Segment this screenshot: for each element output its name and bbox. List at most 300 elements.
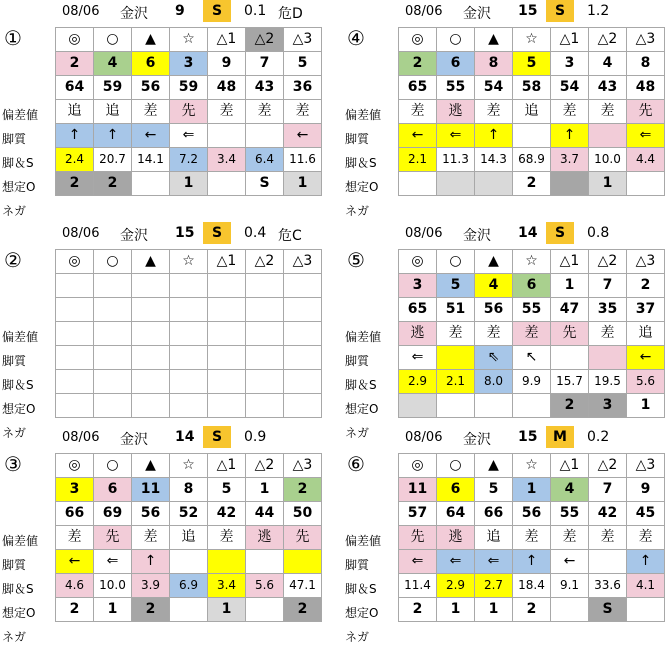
running-style-cell: 差 xyxy=(551,526,589,550)
grid-row xyxy=(399,598,665,622)
arrow-cell xyxy=(284,550,322,574)
race-grade-badge: M xyxy=(546,426,574,448)
nega-cell xyxy=(208,172,246,196)
odds-cell: 15.7 xyxy=(551,370,589,394)
row-label: ネガ xyxy=(345,204,370,218)
mark-cell: ▲ xyxy=(132,250,170,274)
mark-cell: △2 xyxy=(246,28,284,52)
arrow-cell: ← xyxy=(551,550,589,574)
deviation-cell: 55 xyxy=(513,298,551,322)
mark-cell: △3 xyxy=(627,454,665,478)
arrow-cell xyxy=(284,346,322,370)
running-style-cell: 差 xyxy=(132,100,170,124)
prediction-grid xyxy=(398,27,665,196)
arrow-cell xyxy=(208,346,246,370)
arrow-cell: ← xyxy=(132,124,170,148)
race-value: 0.2 xyxy=(587,429,610,445)
arrow-cell: ↖ xyxy=(513,346,551,370)
odds-cell: 8.0 xyxy=(475,370,513,394)
arrow-cell: ⇐ xyxy=(170,124,208,148)
mark-cell: △1 xyxy=(551,454,589,478)
mark-cell: △1 xyxy=(208,454,246,478)
odds-cell: 4.4 xyxy=(627,148,665,172)
odds-cell: 3.7 xyxy=(551,148,589,172)
race-venue: 金沢 xyxy=(463,228,491,244)
arrow-cell: ⇐ xyxy=(627,124,665,148)
arrow-cell: ← xyxy=(56,550,94,574)
arrow-cell: ← xyxy=(399,124,437,148)
horse-number-cell: 2 xyxy=(284,478,322,502)
row-label: ネガ xyxy=(345,630,370,644)
deviation-cell: 56 xyxy=(513,502,551,526)
nega-cell xyxy=(627,598,665,622)
odds-cell: 3.4 xyxy=(208,574,246,598)
mark-cell: △2 xyxy=(246,454,284,478)
arrow-cell: ← xyxy=(627,346,665,370)
nega-cell xyxy=(170,394,208,418)
grid-row xyxy=(399,502,665,526)
running-style-cell: 差 xyxy=(589,526,627,550)
grid-row xyxy=(399,148,665,172)
race-grade-badge: S xyxy=(203,0,231,22)
deviation-cell: 48 xyxy=(627,76,665,100)
nega-cell xyxy=(56,394,94,418)
row-label: ネガ xyxy=(2,630,27,644)
running-style-cell: 先 xyxy=(551,322,589,346)
nega-cell: 2 xyxy=(132,598,170,622)
mark-cell: △3 xyxy=(284,28,322,52)
running-style-cell: 差 xyxy=(627,526,665,550)
arrow-cell xyxy=(246,550,284,574)
horse-number-cell: 5 xyxy=(475,478,513,502)
grid-row xyxy=(399,298,665,322)
deviation-cell xyxy=(246,298,284,322)
deviation-cell: 44 xyxy=(246,502,284,526)
race-header xyxy=(343,222,643,244)
mark-cell: ○ xyxy=(437,28,475,52)
row-label: ネガ xyxy=(345,426,370,440)
arrow-cell: ⇐ xyxy=(437,550,475,574)
risk-level: 危D xyxy=(278,6,303,22)
nega-cell xyxy=(284,394,322,418)
mark-cell: ◎ xyxy=(399,28,437,52)
race-value: 1.2 xyxy=(587,3,610,19)
deviation-cell xyxy=(132,298,170,322)
running-style-cell: 追 xyxy=(475,526,513,550)
arrow-cell xyxy=(208,550,246,574)
horse-number-cell xyxy=(246,274,284,298)
odds-cell: 19.5 xyxy=(589,370,627,394)
running-style-cell: 差 xyxy=(208,526,246,550)
odds-cell: 2.7 xyxy=(475,574,513,598)
running-style-cell: 差 xyxy=(246,100,284,124)
deviation-cell: 52 xyxy=(170,502,208,526)
arrow-cell: ↑ xyxy=(513,550,551,574)
odds-cell: 11.6 xyxy=(284,148,322,172)
arrow-cell: ⇐ xyxy=(475,550,513,574)
mark-cell: △1 xyxy=(551,28,589,52)
horse-number-cell: 2 xyxy=(56,52,94,76)
odds-cell xyxy=(56,370,94,394)
deviation-cell: 51 xyxy=(437,298,475,322)
race-number: 15 xyxy=(518,3,538,19)
nega-cell: 1 xyxy=(94,598,132,622)
grid-row xyxy=(56,250,322,274)
arrow-cell xyxy=(170,346,208,370)
panel-number: ① xyxy=(4,26,22,50)
grid-row xyxy=(399,370,665,394)
nega-cell: 2 xyxy=(56,598,94,622)
row-label: ネガ xyxy=(2,426,27,440)
horse-number-cell: 5 xyxy=(437,274,475,298)
odds-cell xyxy=(246,370,284,394)
nega-cell xyxy=(627,172,665,196)
arrow-cell xyxy=(170,550,208,574)
running-style-cell: 差 xyxy=(437,322,475,346)
grid-row xyxy=(56,526,322,550)
horse-number-cell: 7 xyxy=(589,478,627,502)
deviation-cell: 54 xyxy=(475,76,513,100)
running-style-cell: 差 xyxy=(132,526,170,550)
arrow-cell: ⇖ xyxy=(475,346,513,370)
odds-cell: 6.9 xyxy=(170,574,208,598)
row-label: 脚質 xyxy=(2,354,27,368)
grid-row xyxy=(399,274,665,298)
running-style-cell xyxy=(132,322,170,346)
deviation-cell: 56 xyxy=(132,76,170,100)
race-date: 08/06 xyxy=(405,226,443,241)
running-style-cell xyxy=(56,322,94,346)
odds-cell: 3.9 xyxy=(132,574,170,598)
race-header xyxy=(0,426,300,448)
odds-cell: 33.6 xyxy=(589,574,627,598)
running-style-cell: 追 xyxy=(170,526,208,550)
nega-cell xyxy=(208,394,246,418)
deviation-cell: 43 xyxy=(246,76,284,100)
horse-number-cell xyxy=(94,274,132,298)
odds-cell: 6.4 xyxy=(246,148,284,172)
row-label: 脚質 xyxy=(345,132,370,146)
deviation-cell: 66 xyxy=(56,502,94,526)
arrow-cell: ⇐ xyxy=(437,124,475,148)
odds-cell: 20.7 xyxy=(94,148,132,172)
row-label: 偏差値 xyxy=(345,330,382,344)
race-grade-badge: S xyxy=(203,222,231,244)
grid-row xyxy=(399,574,665,598)
deviation-cell: 57 xyxy=(399,502,437,526)
horse-number-cell xyxy=(132,274,170,298)
deviation-cell: 35 xyxy=(589,298,627,322)
row-label: 想定O xyxy=(2,180,36,194)
panel-number: ⑤ xyxy=(347,248,365,272)
grid-row xyxy=(56,598,322,622)
nega-cell xyxy=(475,172,513,196)
odds-cell: 11.3 xyxy=(437,148,475,172)
odds-cell: 2.1 xyxy=(437,370,475,394)
odds-cell: 18.4 xyxy=(513,574,551,598)
nega-cell: S xyxy=(589,598,627,622)
arrow-cell: ↑ xyxy=(94,124,132,148)
grid-row xyxy=(56,550,322,574)
prediction-grid xyxy=(398,249,665,418)
race-grade-badge: S xyxy=(203,426,231,448)
odds-cell: 2.4 xyxy=(56,148,94,172)
running-style-cell: 先 xyxy=(284,526,322,550)
running-style-cell: 差 xyxy=(513,526,551,550)
mark-cell: △2 xyxy=(589,28,627,52)
mark-cell: ○ xyxy=(437,250,475,274)
deviation-cell: 56 xyxy=(475,298,513,322)
deviation-cell: 42 xyxy=(589,502,627,526)
odds-cell: 68.9 xyxy=(513,148,551,172)
horse-number-cell: 11 xyxy=(399,478,437,502)
nega-cell: 1 xyxy=(589,172,627,196)
grid-row xyxy=(56,52,322,76)
row-label: 脚＆S xyxy=(2,582,34,596)
mark-cell: ☆ xyxy=(513,28,551,52)
deviation-cell: 58 xyxy=(513,76,551,100)
nega-cell: 1 xyxy=(627,394,665,418)
deviation-cell: 48 xyxy=(208,76,246,100)
race-panel xyxy=(343,426,669,644)
grid-row xyxy=(56,574,322,598)
horse-number-cell: 5 xyxy=(513,52,551,76)
grid-row xyxy=(56,274,322,298)
running-style-cell: 先 xyxy=(627,100,665,124)
row-label: 偏差値 xyxy=(2,330,39,344)
running-style-cell xyxy=(94,322,132,346)
grid-row xyxy=(399,250,665,274)
nega-cell: 2 xyxy=(551,394,589,418)
deviation-cell: 65 xyxy=(399,76,437,100)
odds-cell: 47.1 xyxy=(284,574,322,598)
grid-row xyxy=(56,172,322,196)
race-header xyxy=(0,0,303,22)
grid-row xyxy=(399,526,665,550)
nega-cell xyxy=(246,394,284,418)
running-style-cell: 差 xyxy=(475,322,513,346)
horse-number-cell xyxy=(56,274,94,298)
odds-cell: 11.4 xyxy=(399,574,437,598)
grid-row xyxy=(56,502,322,526)
running-style-cell: 逃 xyxy=(246,526,284,550)
nega-cell xyxy=(475,394,513,418)
arrow-cell xyxy=(246,124,284,148)
row-label: 想定O xyxy=(345,180,379,194)
risk-level: 危C xyxy=(278,228,302,244)
nega-cell: 1 xyxy=(284,172,322,196)
deviation-cell xyxy=(284,298,322,322)
mark-cell: △3 xyxy=(284,250,322,274)
mark-cell: ☆ xyxy=(170,28,208,52)
horse-number-cell: 6 xyxy=(132,52,170,76)
race-value: 0.1 xyxy=(244,3,267,19)
arrow-cell xyxy=(56,346,94,370)
grid-row xyxy=(56,124,322,148)
nega-cell: 2 xyxy=(399,598,437,622)
grid-row xyxy=(56,322,322,346)
race-date: 08/06 xyxy=(405,430,443,445)
mark-cell: ○ xyxy=(94,250,132,274)
nega-cell: 2 xyxy=(56,172,94,196)
mark-cell: ☆ xyxy=(513,250,551,274)
odds-cell: 3.4 xyxy=(208,148,246,172)
odds-cell: 2.9 xyxy=(437,574,475,598)
running-style-cell xyxy=(246,322,284,346)
nega-cell xyxy=(513,394,551,418)
race-header xyxy=(343,0,643,22)
running-style-cell: 差 xyxy=(399,100,437,124)
horse-number-cell: 8 xyxy=(475,52,513,76)
nega-cell xyxy=(437,172,475,196)
nega-cell: 3 xyxy=(589,394,627,418)
running-style-cell: 追 xyxy=(56,100,94,124)
grid-row xyxy=(56,394,322,418)
grid-row xyxy=(56,478,322,502)
grid-row xyxy=(399,550,665,574)
odds-cell xyxy=(208,370,246,394)
mark-cell: ○ xyxy=(94,28,132,52)
grid-row xyxy=(56,454,322,478)
row-label: 脚質 xyxy=(345,354,370,368)
row-label: 脚＆S xyxy=(345,582,377,596)
nega-cell: 1 xyxy=(437,598,475,622)
race-panel xyxy=(343,0,669,218)
row-label: 脚＆S xyxy=(345,378,377,392)
running-style-cell: 差 xyxy=(475,100,513,124)
deviation-cell: 42 xyxy=(208,502,246,526)
row-label: 想定O xyxy=(2,402,36,416)
odds-cell: 10.0 xyxy=(94,574,132,598)
race-number: 14 xyxy=(175,429,195,445)
running-style-cell: 差 xyxy=(551,100,589,124)
mark-cell: △2 xyxy=(589,454,627,478)
deviation-cell xyxy=(208,298,246,322)
running-style-cell: 先 xyxy=(399,526,437,550)
grid-row xyxy=(56,100,322,124)
race-number: 14 xyxy=(518,225,538,241)
nega-cell xyxy=(399,172,437,196)
horse-number-cell: 2 xyxy=(627,274,665,298)
grid-row xyxy=(399,454,665,478)
running-style-cell: 追 xyxy=(94,100,132,124)
deviation-cell: 56 xyxy=(132,502,170,526)
arrow-cell: ↑ xyxy=(475,124,513,148)
odds-cell: 9.9 xyxy=(513,370,551,394)
race-value: 0.8 xyxy=(587,225,610,241)
horse-number-cell: 2 xyxy=(399,52,437,76)
row-label: 偏差値 xyxy=(345,534,382,548)
running-style-cell: 差 xyxy=(589,322,627,346)
deviation-cell: 66 xyxy=(475,502,513,526)
mark-cell: △2 xyxy=(246,250,284,274)
nega-cell: S xyxy=(246,172,284,196)
nega-cell: 2 xyxy=(513,172,551,196)
panel-number: ④ xyxy=(347,26,365,50)
grid-row xyxy=(399,394,665,418)
deviation-cell: 55 xyxy=(437,76,475,100)
arrow-cell: ↑ xyxy=(56,124,94,148)
odds-cell: 5.6 xyxy=(246,574,284,598)
arrow-cell xyxy=(589,550,627,574)
grid-row xyxy=(399,172,665,196)
running-style-cell xyxy=(208,322,246,346)
grid-row xyxy=(399,52,665,76)
nega-cell xyxy=(132,394,170,418)
horse-number-cell: 4 xyxy=(94,52,132,76)
nega-cell: 2 xyxy=(284,598,322,622)
deviation-cell: 47 xyxy=(551,298,589,322)
race-date: 08/06 xyxy=(62,430,100,445)
mark-cell: ▲ xyxy=(475,250,513,274)
row-label: ネガ xyxy=(2,204,27,218)
running-style-cell: 先 xyxy=(170,100,208,124)
mark-cell: ◎ xyxy=(56,250,94,274)
horse-number-cell: 5 xyxy=(208,478,246,502)
horse-number-cell: 1 xyxy=(246,478,284,502)
horse-number-cell: 4 xyxy=(475,274,513,298)
arrow-cell xyxy=(208,124,246,148)
running-style-cell: 逃 xyxy=(437,100,475,124)
deviation-cell: 36 xyxy=(284,76,322,100)
odds-cell: 4.1 xyxy=(627,574,665,598)
race-venue: 金沢 xyxy=(120,228,148,244)
horse-number-cell: 6 xyxy=(513,274,551,298)
horse-number-cell: 5 xyxy=(284,52,322,76)
grid-row xyxy=(56,370,322,394)
grid-row xyxy=(56,346,322,370)
grid-row xyxy=(56,148,322,172)
arrow-cell xyxy=(589,124,627,148)
panel-number: ⑥ xyxy=(347,452,365,476)
mark-cell: ☆ xyxy=(170,250,208,274)
arrow-cell: ⇐ xyxy=(399,550,437,574)
row-label: 想定O xyxy=(345,402,379,416)
panel-number: ② xyxy=(4,248,22,272)
horse-number-cell: 9 xyxy=(627,478,665,502)
arrow-cell xyxy=(94,346,132,370)
nega-cell: 1 xyxy=(170,172,208,196)
horse-number-cell: 3 xyxy=(56,478,94,502)
row-label: 脚＆S xyxy=(2,156,34,170)
race-venue: 金沢 xyxy=(463,6,491,22)
nega-cell xyxy=(132,172,170,196)
mark-cell: ◎ xyxy=(399,454,437,478)
panel-number: ③ xyxy=(4,452,22,476)
race-header xyxy=(343,426,643,448)
row-label: 脚質 xyxy=(2,558,27,572)
odds-cell xyxy=(94,370,132,394)
horse-number-cell: 3 xyxy=(170,52,208,76)
race-number: 9 xyxy=(175,3,185,19)
race-number: 15 xyxy=(175,225,195,241)
deviation-cell xyxy=(94,298,132,322)
arrow-cell xyxy=(246,346,284,370)
grid-row xyxy=(399,124,665,148)
deviation-cell xyxy=(56,298,94,322)
arrow-cell: ↑ xyxy=(132,550,170,574)
running-style-cell: 逃 xyxy=(437,526,475,550)
deviation-cell: 37 xyxy=(627,298,665,322)
row-label: 脚質 xyxy=(2,132,27,146)
grid-row xyxy=(56,76,322,100)
running-style-cell: 差 xyxy=(208,100,246,124)
horse-number-cell: 1 xyxy=(513,478,551,502)
arrow-cell xyxy=(132,346,170,370)
row-label: 想定O xyxy=(2,606,36,620)
arrow-cell: ⇐ xyxy=(94,550,132,574)
odds-cell: 7.2 xyxy=(170,148,208,172)
